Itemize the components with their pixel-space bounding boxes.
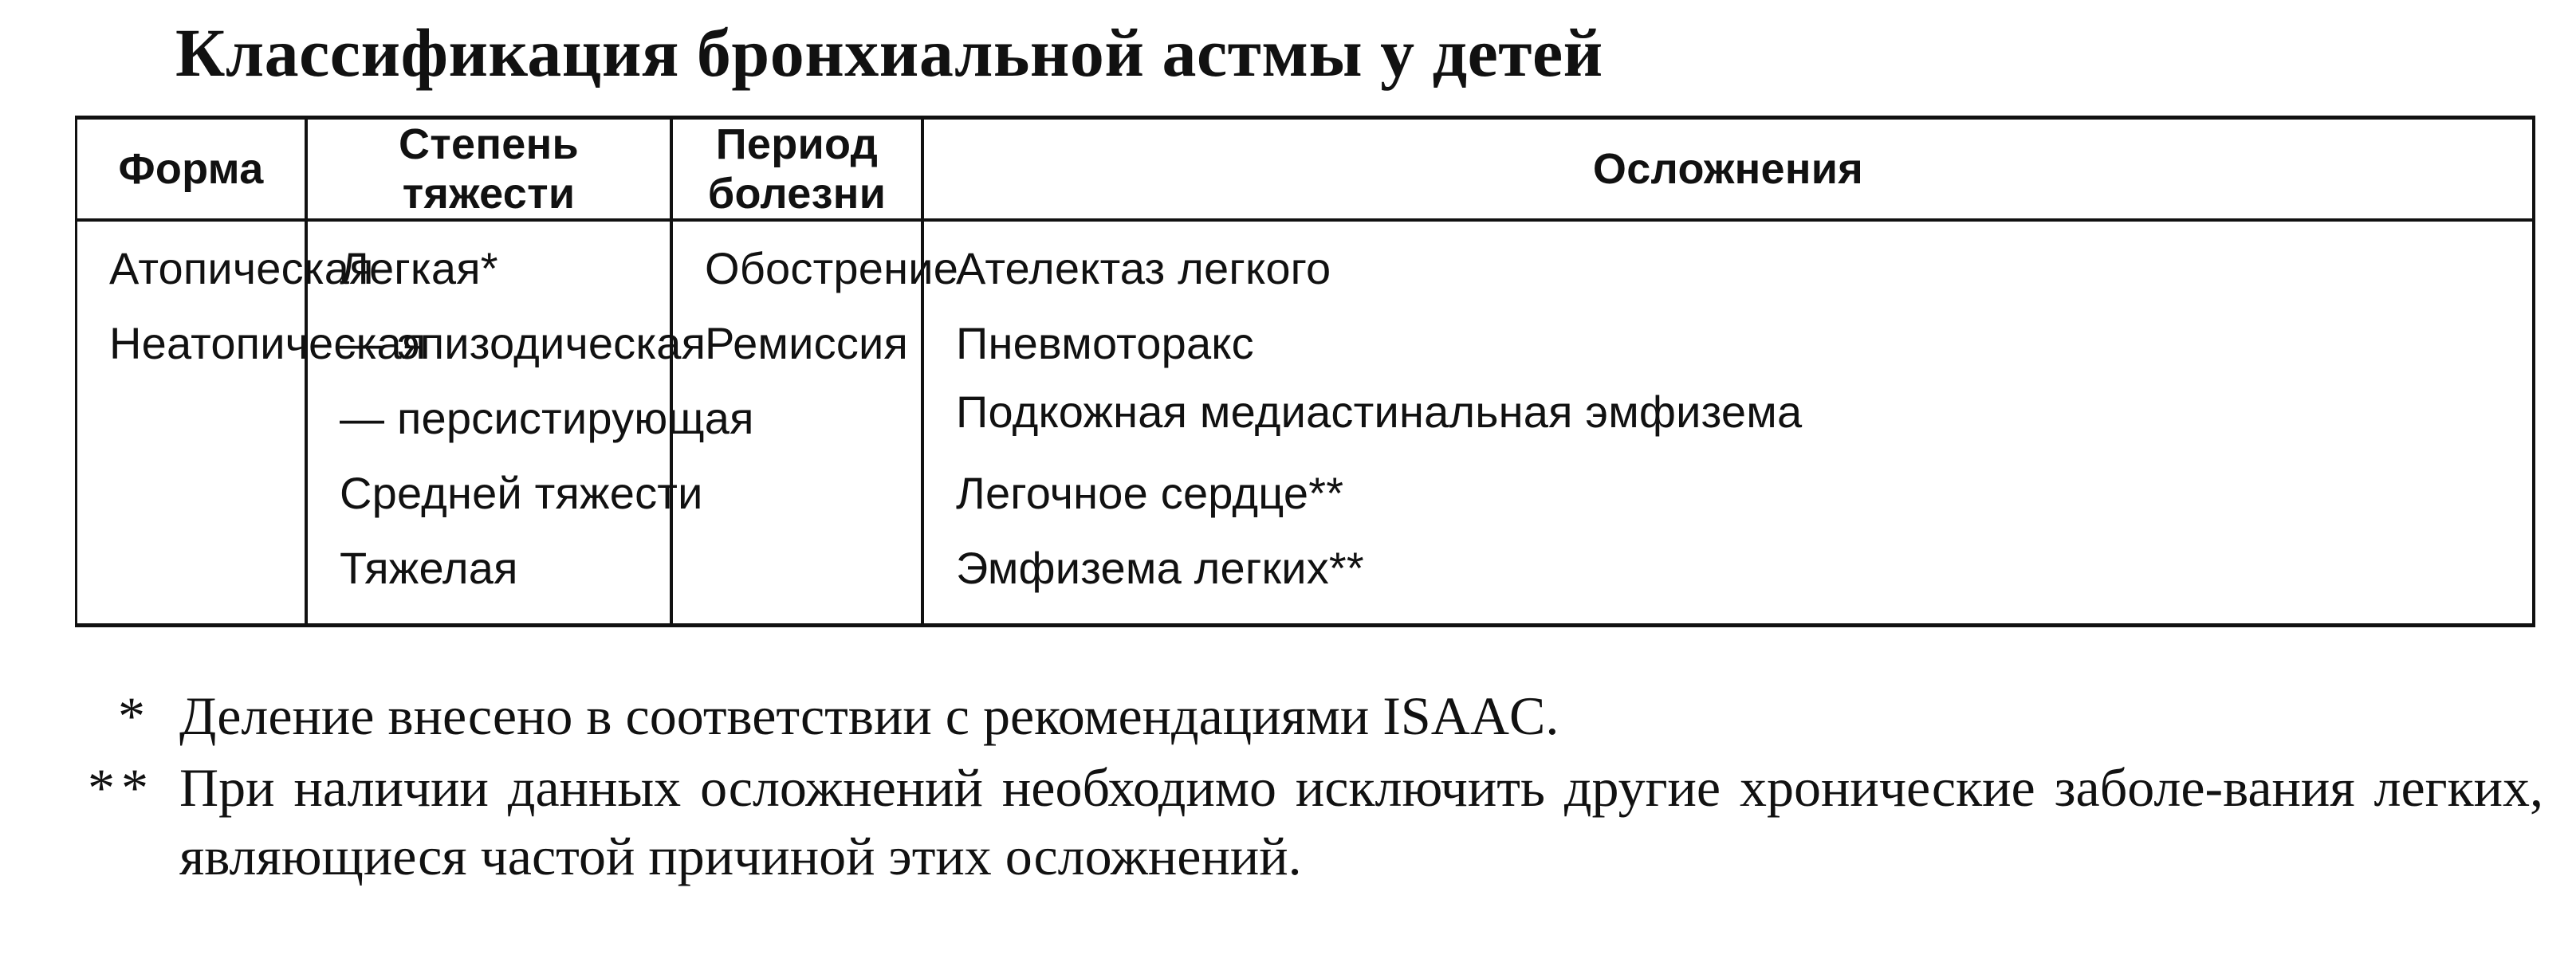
footnotes bbox=[88, 681, 2543, 890]
severity-persistent: — персистирующая bbox=[340, 393, 754, 443]
severity-episodic: — эпизодическая bbox=[340, 318, 706, 368]
footnote-2 bbox=[88, 753, 2543, 890]
footnote-1 bbox=[88, 681, 2543, 750]
table-header-row bbox=[77, 120, 2532, 220]
complications-cell bbox=[922, 220, 2532, 623]
header-complications: Осложнения bbox=[922, 120, 2532, 220]
table-body-row bbox=[77, 220, 2532, 623]
header-severity: Степень тяжести bbox=[306, 120, 671, 220]
complication-pneumothorax: Пневмоторакс bbox=[956, 318, 1254, 368]
complication-emphysema-subcutaneous: Подкожная медиастинальная эмфизема bbox=[956, 387, 1803, 437]
severity-moderate: Средней тяжести bbox=[340, 468, 703, 518]
header-period: Период болезни bbox=[671, 120, 922, 220]
header-form: Форма bbox=[77, 120, 306, 220]
period-remission: Ремиссия bbox=[705, 318, 909, 368]
footnote-1-text: Деление внесено в соответствии с рекомендациями ISAAC. bbox=[179, 685, 1559, 746]
footnote-1-mark: * bbox=[118, 685, 145, 746]
severity-severe: Тяжелая bbox=[340, 543, 518, 593]
complication-lung-emphysema: Эмфизема легких** bbox=[956, 543, 1364, 593]
form-atopic: Атопическая bbox=[109, 243, 374, 293]
page-title: Классификация бронхиальной астмы у детей bbox=[175, 14, 1603, 91]
period-exacerbation: Обострение bbox=[705, 243, 959, 293]
complication-cor-pulmonale: Легочное сердце** bbox=[956, 468, 1344, 518]
severity-mild: Легкая* bbox=[340, 243, 498, 293]
footnote-2-text: При наличии данных осложнений необходимо исключить другие хронические заболе-вания легких, являющиеся частой причиной этих осложнений. bbox=[179, 757, 2543, 886]
complication-atelectasis: Ателектаз легкого bbox=[956, 243, 1331, 293]
classification-table-frame bbox=[75, 116, 2535, 627]
severity-cell bbox=[306, 220, 754, 623]
form-non-atopic: Неатопическая bbox=[109, 318, 427, 368]
footnote-2-mark: ** bbox=[88, 757, 155, 818]
classification-table bbox=[77, 120, 2532, 623]
